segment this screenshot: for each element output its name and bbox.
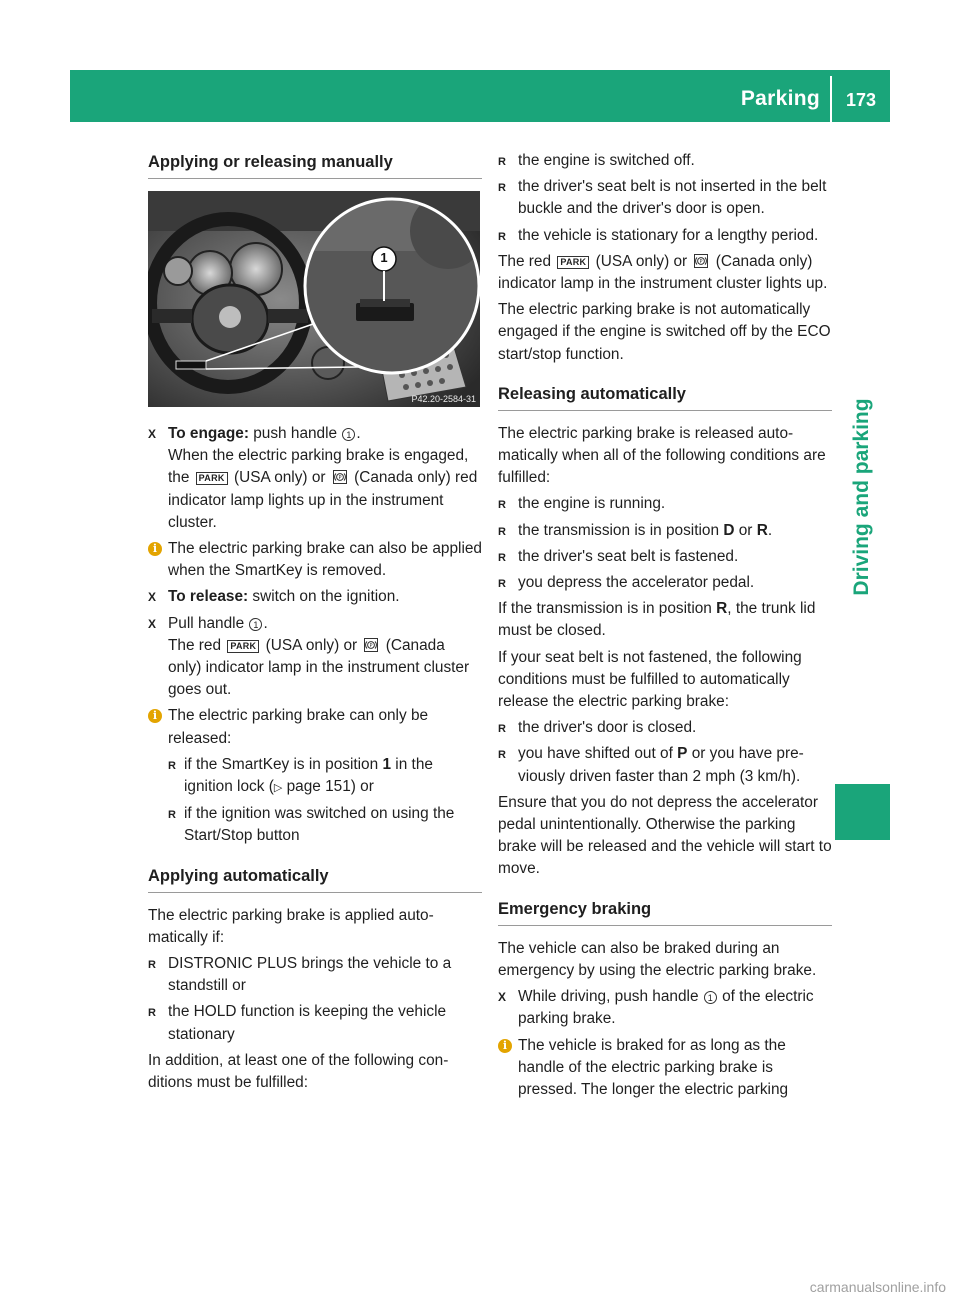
step-arrow-icon: X	[148, 616, 157, 631]
list-item	[498, 493, 832, 515]
step-engage	[148, 423, 482, 534]
park-lamp-icon: PARK	[196, 472, 228, 485]
dashboard-illustration	[148, 191, 480, 407]
list-item	[498, 176, 832, 220]
bullet-icon: R	[168, 759, 176, 772]
heading-applying-releasing: Applying or releasing manually	[148, 153, 393, 171]
bullet-text: the driver's seat belt is not inserted in the belt buckle and the driver's door is open.	[518, 178, 827, 218]
info-icon: i	[148, 542, 162, 556]
bullet-icon: R	[498, 156, 506, 168]
list-item	[168, 754, 482, 799]
canada-brake-lamp-icon	[694, 254, 708, 268]
canada-brake-lamp-icon	[364, 638, 378, 652]
list-item	[498, 743, 832, 787]
paragraph-trunk	[498, 598, 832, 642]
bullet-text: you depress the accelerator pedal.	[518, 574, 755, 592]
handle-number-icon: 1	[704, 991, 717, 1004]
section-title: Parking	[740, 87, 820, 110]
note-release-conditions	[148, 705, 482, 749]
park-lamp-icon: PARK	[227, 640, 259, 653]
gear-p: P	[677, 745, 688, 763]
bullet-icon: R	[498, 578, 506, 591]
key-position: 1	[382, 755, 392, 773]
svg-text:P: P	[699, 258, 703, 265]
chapter-marker-block	[835, 784, 890, 840]
step-pull-handle	[148, 613, 482, 702]
heading-rule	[498, 925, 832, 926]
bullet-text: or you have previously driven faster than 2 mph (3 km/h).	[518, 745, 804, 785]
step-arrow-icon: X	[148, 590, 157, 605]
step-text: of the electric parking brake.	[518, 988, 814, 1028]
paragraph: If your seat belt is not fastened, the following conditions must be fulfilled to automatically release the electric parking brake:	[498, 648, 802, 711]
step-arrow-icon: X	[148, 427, 157, 441]
step-detail-end: (Canada only) indicator lamp in the instrument cluster goes out.	[168, 636, 470, 699]
bullet-text: the driver's seat belt is fastened.	[518, 547, 739, 565]
bullet-icon: R	[148, 959, 156, 972]
step-release	[148, 586, 482, 608]
bullet-text: or	[734, 521, 757, 539]
handle-number-icon: 1	[342, 428, 355, 441]
header-divider	[830, 76, 832, 122]
canada-brake-lamp-icon	[333, 470, 347, 484]
note-text: The electric parking brake can also be applied when the SmartKey is removed.	[168, 540, 482, 580]
info-icon: i	[148, 709, 162, 723]
step-detail: When the electric parking brake is engaged, the	[168, 447, 469, 487]
svg-text:P: P	[369, 642, 373, 649]
page-ref-arrow-icon: ▷	[273, 782, 283, 795]
list-item	[498, 520, 832, 542]
image-code: P42.20-2584-31	[411, 394, 476, 404]
bullet-text: you have shifted out of	[518, 745, 678, 763]
step-text: While driving, push handle	[518, 988, 703, 1006]
note-smartkey-removed	[148, 538, 482, 582]
bullet-icon: R	[498, 230, 506, 243]
step-text: push handle	[248, 425, 342, 442]
heading-rule	[498, 410, 832, 411]
list-item	[498, 572, 832, 594]
park-lamp-icon: PARK	[557, 256, 589, 269]
step-emergency	[498, 986, 832, 1030]
heading-releasing-automatically: Releasing automatically	[498, 384, 686, 403]
bullet-icon: R	[498, 525, 506, 538]
bullet-text: the transmission is in position	[518, 521, 724, 539]
list-item	[168, 803, 482, 847]
list-item	[498, 150, 832, 172]
bullet-text: if the SmartKey is in position	[184, 755, 383, 773]
usa-only-text: (USA only) or	[229, 469, 330, 487]
step-label: To release:	[168, 588, 249, 606]
bullet-icon: R	[168, 809, 176, 822]
step-arrow-icon: X	[498, 990, 507, 1005]
step-text: switch on the ignition.	[248, 588, 400, 606]
page-header-bar	[70, 70, 890, 122]
bullet-text: the vehicle is stationary for a lengthy period.	[518, 226, 819, 244]
bullet-text: in the ignition lock (	[184, 755, 433, 796]
bullet-icon: R	[498, 182, 506, 195]
list-item	[498, 546, 832, 568]
gear-r: R	[716, 600, 728, 618]
paragraph: Ensure that you do not depress the accelerator pedal unintentionally. Otherwise the parking brake will be released and the vehicle will start to move.	[498, 793, 832, 878]
paragraph: The electric parking brake is released automatically when all of the following conditions are fulfilled:	[498, 424, 826, 487]
step-detail: The red	[168, 636, 226, 654]
heading-applying-automatically: Applying automatically	[148, 866, 329, 885]
page-number: 173	[845, 90, 876, 110]
lamp-text: The red	[498, 252, 556, 270]
lamp-text: (Canada only) indicator lamp in the instrument cluster lights up.	[498, 252, 828, 293]
step-label: To engage:	[168, 425, 249, 442]
trunk-text: , the trunk lid must be closed.	[498, 600, 816, 640]
note-bullets	[148, 754, 482, 848]
left-column	[148, 150, 482, 1098]
right-column	[498, 150, 832, 1105]
list-item	[498, 225, 832, 247]
parking-brake-photo	[148, 191, 480, 407]
bullet-icon: R	[498, 551, 506, 564]
paragraph: The electric parking brake is applied automatically if:	[148, 906, 434, 946]
gear-r: R	[756, 521, 768, 539]
heading-rule	[148, 178, 482, 179]
trunk-text: If the transmission is in position	[498, 600, 717, 618]
chapter-label: Driving and parking	[850, 398, 873, 596]
usa-only-text: (USA only) or	[261, 636, 362, 654]
bullet-icon: R	[498, 723, 506, 736]
note-emergency	[498, 1035, 832, 1102]
heading-emergency-braking: Emergency braking	[498, 899, 652, 918]
bullet-text: the driver's door is closed.	[518, 719, 697, 737]
handle-number-icon: 1	[249, 618, 262, 631]
page-reference: page 151) or	[282, 778, 374, 796]
bullet-icon: R	[148, 1007, 156, 1020]
bullet-text: the engine is switched off.	[518, 152, 695, 169]
footer-watermark: carmanualsonline.info	[809, 1279, 946, 1295]
note-text: The electric parking brake can only be released:	[168, 707, 429, 747]
info-icon: i	[498, 1039, 512, 1053]
heading-rule	[148, 892, 482, 893]
step-text-end: .	[356, 425, 361, 442]
chapter-side-tab	[835, 122, 890, 824]
paragraph-lamp	[498, 251, 832, 295]
gear-d: D	[723, 521, 735, 539]
step-text-end: .	[263, 614, 268, 632]
paragraph: In addition, at least one of the following conditions must be fulfilled:	[148, 1051, 449, 1092]
bullet-text: if the ignition was switched on using the Start/Stop button	[184, 805, 455, 845]
bullet-text: the HOLD function is keeping the vehicle stationary	[168, 1003, 447, 1043]
callout-number: 1	[380, 250, 388, 265]
svg-text:P: P	[338, 475, 342, 482]
bullet-icon: R	[498, 749, 506, 762]
paragraph: The electric parking brake is not automatically engaged if the engine is switched off by the ECO start/stop function.	[498, 301, 831, 363]
bullet-text: .	[767, 521, 773, 539]
bullet-icon: R	[498, 499, 506, 512]
bullet-text: DISTRONIC PLUS brings the vehicle to a standstill or	[168, 955, 452, 995]
bullet-text: the engine is running.	[518, 495, 666, 513]
list-item	[148, 1001, 482, 1045]
list-item	[498, 717, 832, 739]
step-detail-end: (Canada only) red indicator lamp lights up in the instrument cluster.	[168, 469, 478, 531]
lamp-text: (USA only) or	[591, 252, 692, 270]
paragraph: The vehicle can also be braked during an emergency by using the electric parking brake.	[498, 939, 817, 979]
note-text: The vehicle is braked for as long as the handle of the electric parking brake is pressed. The longer the electric parking	[518, 1036, 789, 1098]
list-item	[148, 953, 482, 997]
step-text: Pull handle	[168, 614, 249, 632]
